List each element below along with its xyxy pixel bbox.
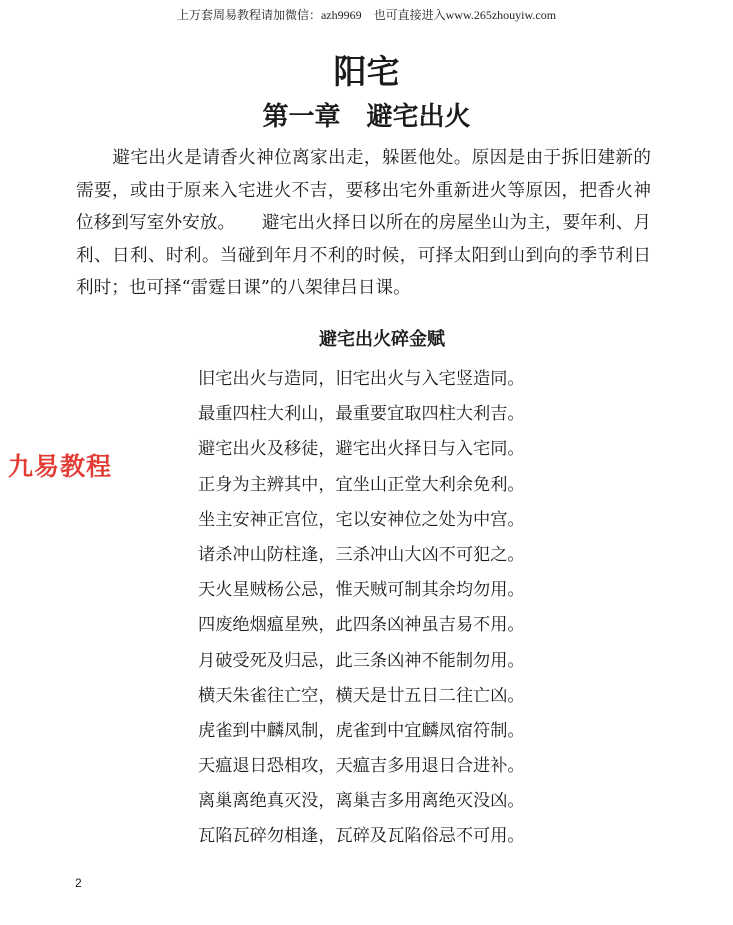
- verse-line: 离巢离绝真灭没，离巢吉多用离绝灭没凶。: [198, 791, 525, 812]
- intro-text: 避宅出火是请香火神位离家出走，躲匿他处。原因是由于拆旧建新的需要，或由于原来入宅进火不吉，要移出宅外重新进火等原因，把香火神位移到写室外安放。 避宅出火择日以所在的房屋坐山为主，要年利、月利、日利、时利。当碰到年月不利的时候，可择太阳到山到向的季节利日利时；也可择“雷霆日课”的八架律吕日课。: [76, 148, 651, 298]
- intro-paragraph: [76, 142, 651, 305]
- verse-line: 虎雀到中麟凤制，虎雀到中宜麟凤宿符制。: [198, 720, 525, 741]
- poem-verses: [198, 366, 598, 859]
- verse-line: 避宅出火及移徒，避宅出火择日与入宅同。: [198, 439, 525, 460]
- chapter-heading: 第一章 避宅出火: [262, 102, 471, 132]
- poem-title: 避宅出火碎金赋: [319, 329, 445, 350]
- verse-line: 诸杀冲山防柱逢，三杀冲山大凶不可犯之。: [198, 544, 525, 565]
- verse-line: 月破受死及归忌，此三条凶神不能制勿用。: [198, 650, 525, 671]
- verse-line: 瓦陷瓦碎勿相逢，瓦碎及瓦陷俗忌不可用。: [198, 826, 525, 847]
- page-number: 2: [75, 876, 82, 890]
- verse-line: 横天朱雀往亡空，横天是廿五日二往亡凶。: [198, 685, 525, 706]
- verse-line: 天火星贼杨公忌，惟天贼可制其余均勿用。: [198, 580, 525, 601]
- verse-line: 四废绝烟瘟星殃，此四条凶神虽吉易不用。: [198, 615, 525, 636]
- verse-line: 正身为主辨其中，宜坐山正堂大利余免利。: [198, 474, 525, 495]
- verse-line: 最重四柱大利山，最重要宜取四柱大利吉。: [198, 404, 525, 425]
- watermark-label: 九易教程: [8, 452, 113, 481]
- page-title: 阳宅: [333, 52, 400, 91]
- verse-line: 天瘟退日恐相攻，天瘟吉多用退日合进补。: [198, 756, 525, 777]
- verse-line: 旧宅出火与造同，旧宅出火与入宅竖造同。: [198, 369, 525, 389]
- page-header-notice: 上万套周易教程请加微信：azh9969 也可直接进入www.265zhouyiw.com: [176, 8, 557, 22]
- verse-line: 坐主安神正宫位，宅以安神位之处为中宫。: [198, 509, 525, 530]
